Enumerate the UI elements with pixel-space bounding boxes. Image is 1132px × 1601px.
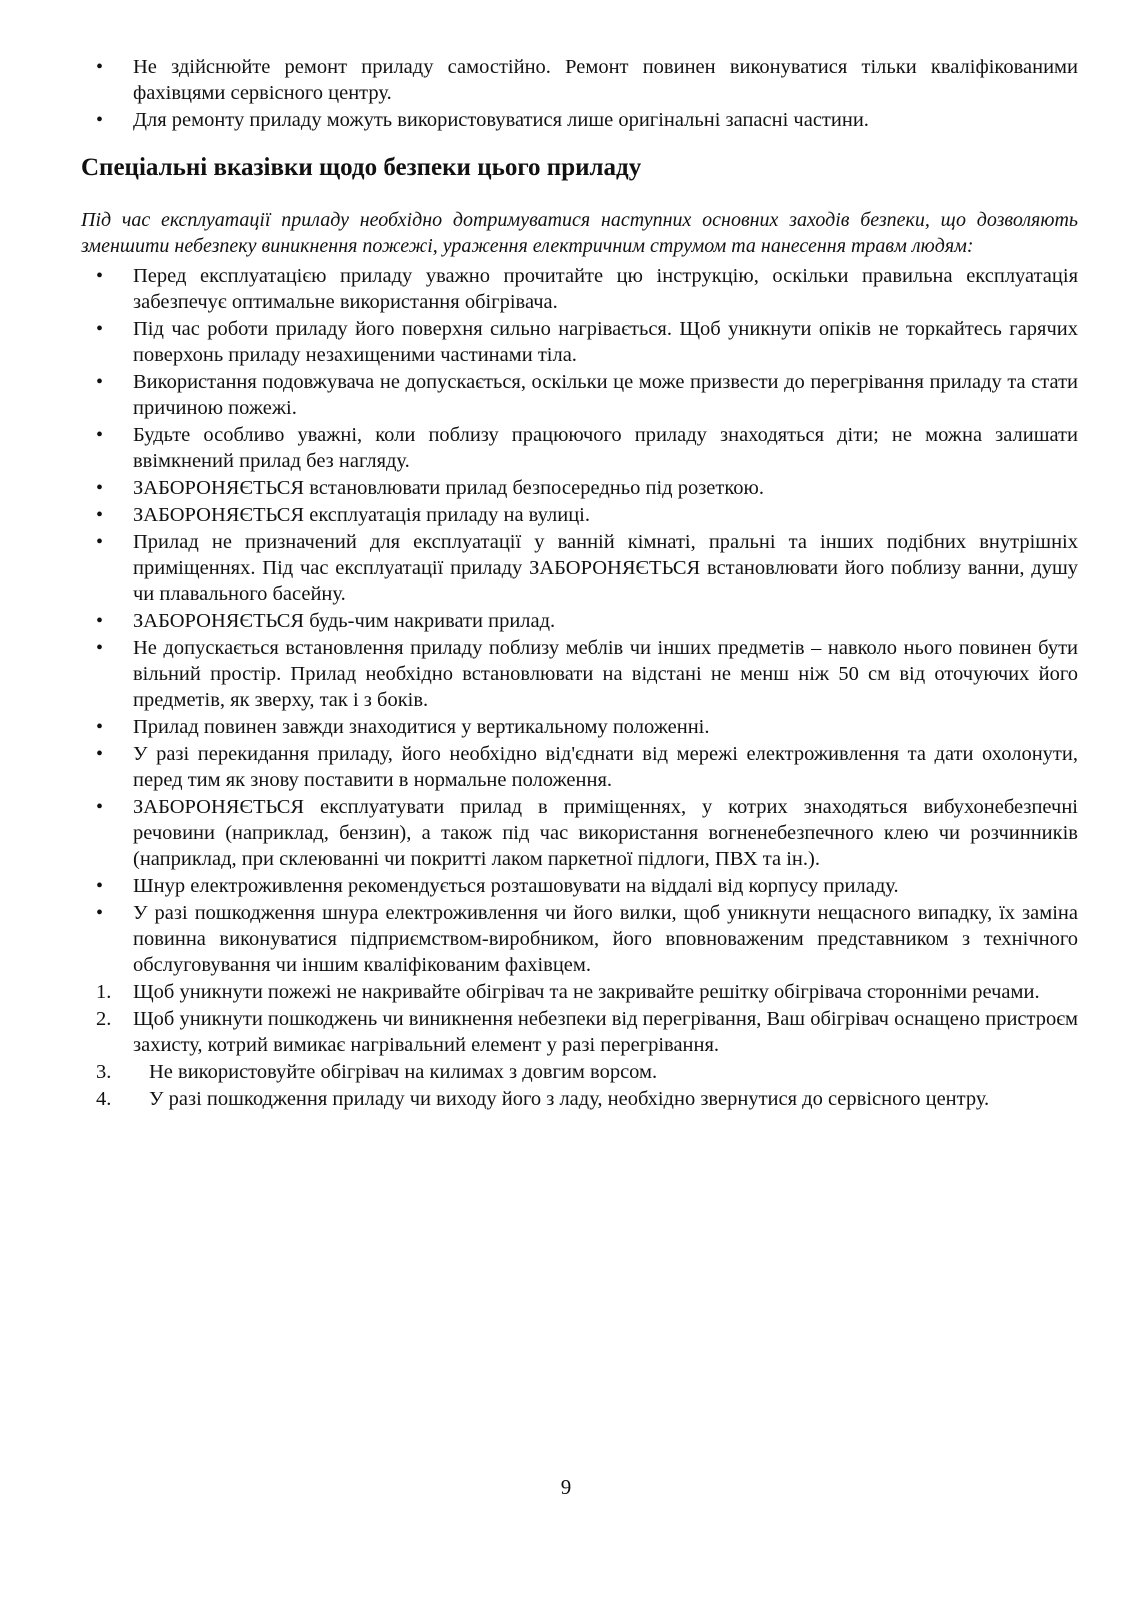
page-number: 9	[560, 1475, 572, 1499]
list-item-text: Під час роботи приладу його поверхня сильно нагрівається. Щоб уникнути опіків не торкайтесь гарячих поверхонь приладу незахищеними частинами тіла.	[133, 318, 1078, 366]
bullet-icon: •	[96, 716, 104, 738]
numbered-item	[81, 1059, 1078, 1085]
numbered-list	[81, 979, 1078, 1112]
top-bullet-list	[81, 54, 1078, 133]
bullet-icon: •	[96, 610, 104, 632]
numbered-item-text: Щоб уникнути пошкоджень чи виникнення небезпеки від перегрівання, Ваш обігрівач оснащено пристроєм захисту, котрий вимикає нагрівальний елемент у разі перегрівання.	[133, 1008, 1078, 1056]
numbered-item-text: У разі пошкодження приладу чи виходу його з ладу, необхідно звернутися до сервісного центру.	[149, 1088, 990, 1110]
list-item	[81, 316, 1078, 368]
numbered-item-text: Щоб уникнути пожежі не накривайте обігрівач та не закривайте решітку обігрівача сторонніми речами.	[133, 981, 1040, 1003]
bullet-icon: •	[96, 318, 104, 340]
list-item	[81, 714, 1078, 740]
list-item	[81, 107, 1078, 133]
list-item	[81, 263, 1078, 315]
numbered-item-text: Не використовуйте обігрівач на килимах з довгим ворсом.	[149, 1061, 658, 1083]
list-item-text: Перед експлуатацією приладу уважно прочитайте цю інструкцію, оскільки правильна експлуатація забезпечує оптимальне використання обігрівача.	[133, 265, 1078, 313]
item-number: 2.	[96, 1008, 112, 1030]
list-item	[81, 422, 1078, 474]
bullet-icon: •	[96, 504, 104, 526]
bullet-icon: •	[96, 796, 104, 818]
list-item	[81, 608, 1078, 634]
document-page	[81, 54, 1078, 1113]
list-item	[81, 529, 1078, 607]
list-item-text: У разі пошкодження шнура електроживлення чи його вилки, щоб уникнути нещасного випадку, їх заміна повинна виконуватися підприємством-виробником, його вповноваженим представником з технічного обслуговування чи іншим кваліфікованим фахівцем.	[133, 902, 1078, 976]
list-item	[81, 635, 1078, 713]
numbered-item	[81, 979, 1078, 1005]
list-item-text: ЗАБОРОНЯЄТЬСЯ експлуатація приладу на вулиці.	[133, 504, 590, 526]
bullet-icon: •	[96, 109, 104, 131]
list-item-text: Прилад не призначений для експлуатації у ванній кімнаті, пральні та інших подібних внутрішніх приміщеннях. Під час експлуатації приладу ЗАБОРОНЯЄТЬСЯ встановлювати його поблизу ванни, душу чи плавального басейну.	[133, 531, 1078, 605]
bullet-icon: •	[96, 743, 104, 765]
list-item-text: Прилад повинен завжди знаходитися у вертикальному положенні.	[133, 716, 710, 738]
list-item	[81, 54, 1078, 106]
list-item-text: Не здійснюйте ремонт приладу самостійно. Ремонт повинен виконуватися тільки кваліфікованими фахівцями сервісного центру.	[133, 56, 1078, 104]
bullet-icon: •	[96, 531, 104, 553]
list-item-text: ЗАБОРОНЯЄТЬСЯ експлуатувати прилад в приміщеннях, у котрих знаходяться вибухонебезпечні речовини (наприклад, бензин), а також під час використання вогненебезпечного клею чи розчинників (наприклад, при склеюванні чи покритті лаком паркетної підлоги, ПВХ та ін.).	[133, 796, 1078, 870]
list-item	[81, 475, 1078, 501]
list-item-text: Не допускається встановлення приладу поблизу меблів чи інших предметів – навколо нього повинен бути вільний простір. Прилад необхідно встановлювати на відстані не менш ніж 50 см від оточуючих його предметів, як зверху, так і з боків.	[133, 637, 1078, 711]
list-item	[81, 900, 1078, 978]
list-item	[81, 369, 1078, 421]
bullet-icon: •	[96, 371, 104, 393]
bullet-icon: •	[96, 637, 104, 659]
bullet-icon: •	[96, 56, 104, 78]
bullet-icon: •	[96, 875, 104, 897]
bullet-icon: •	[96, 424, 104, 446]
list-item-text: Будьте особливо уважні, коли поблизу працюючого приладу знаходяться діти; не можна залишати ввімкнений прилад без нагляду.	[133, 424, 1078, 472]
numbered-item	[81, 1086, 1078, 1112]
item-number: 1.	[96, 981, 112, 1003]
safety-bullet-list	[81, 263, 1078, 978]
list-item-text: Для ремонту приладу можуть використовуватися лише оригінальні запасні частини.	[133, 109, 869, 131]
list-item-text: Шнур електроживлення рекомендується розташовувати на віддалі від корпусу приладу.	[133, 875, 899, 897]
numbered-item	[81, 1006, 1078, 1058]
list-item-text: У разі перекидання приладу, його необхідно від'єднати від мережі електроживлення та дати охолонути, перед тим як знову поставити в нормальне положення.	[133, 743, 1078, 791]
list-item	[81, 794, 1078, 872]
section-heading: Спеціальні вказівки щодо безпеки цього приладу	[81, 154, 642, 181]
list-item	[81, 502, 1078, 528]
bullet-icon: •	[96, 477, 104, 499]
item-number: 3.	[96, 1061, 112, 1083]
item-number: 4.	[96, 1088, 112, 1110]
intro-paragraph: Під час експлуатації приладу необхідно дотримуватися наступних основних заходів безпеки, що дозволяють зменшити небезпеку виникнення пожежі, ураження електричним струмом та нанесення травм людям:	[81, 209, 1078, 257]
list-item	[81, 741, 1078, 793]
bullet-icon: •	[96, 265, 104, 287]
list-item-text: ЗАБОРОНЯЄТЬСЯ будь-чим накривати прилад.	[133, 610, 556, 632]
list-item-text: ЗАБОРОНЯЄТЬСЯ встановлювати прилад безпосередньо під розеткою.	[133, 477, 764, 499]
list-item-text: Використання подовжувача не допускається, оскільки це може призвести до перегрівання приладу та стати причиною пожежі.	[133, 371, 1078, 419]
list-item	[81, 873, 1078, 899]
bullet-icon: •	[96, 902, 104, 924]
